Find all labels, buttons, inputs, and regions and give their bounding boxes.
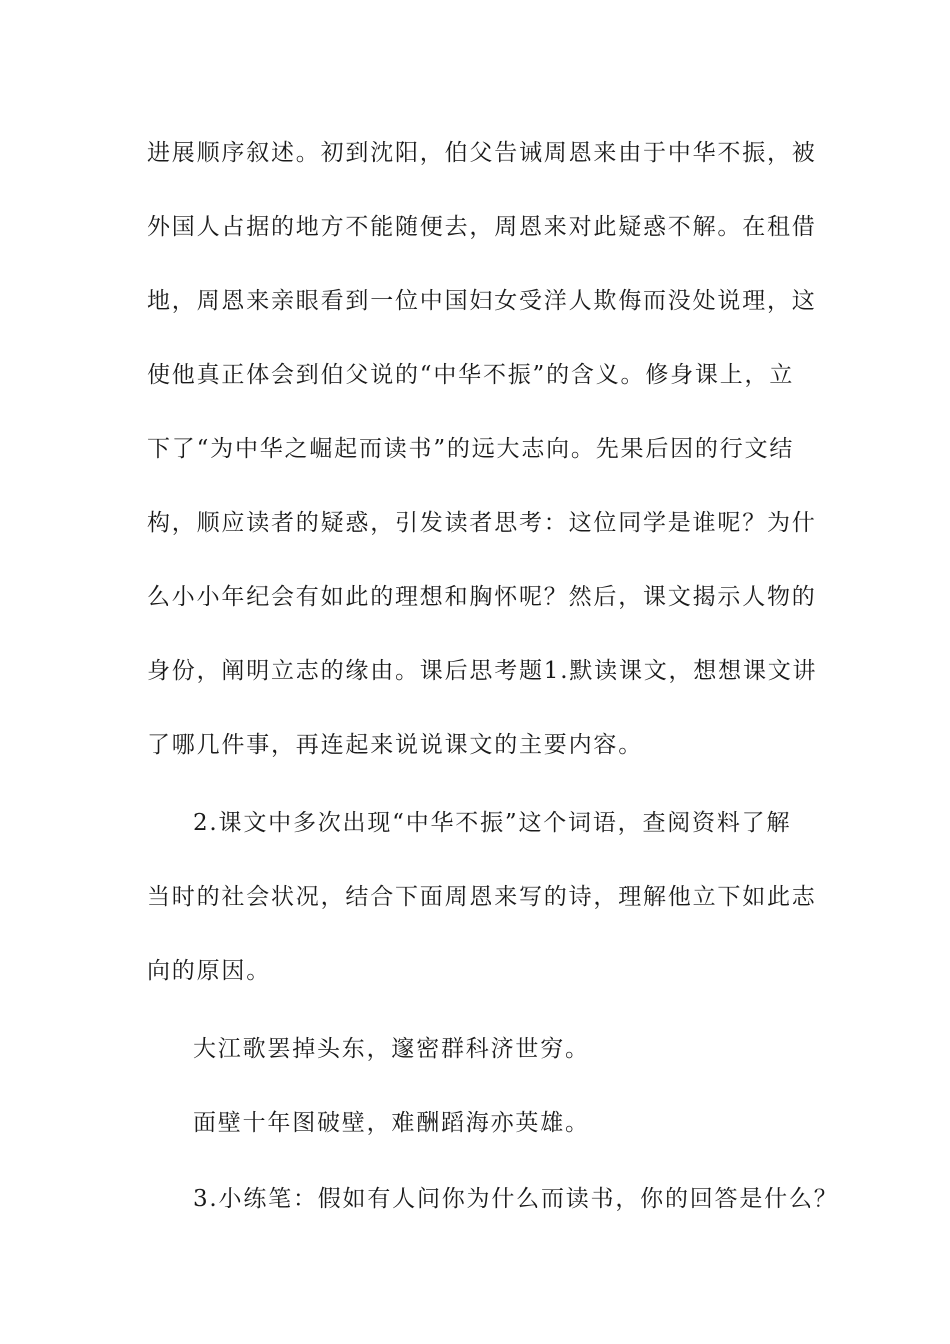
paragraph-line-5: 下了“为中华之崛起而读书”的远大志向。先果后因的行文结 — [147, 436, 795, 462]
paragraph-line-2: 外国人占据的地方不能随便去，周恩来对此疑惑不解。在租借 — [147, 214, 817, 240]
paragraph-line-3: 地，周恩来亲眼看到一位中国妇女受洋人欺侮而没处说理，这 — [147, 288, 817, 314]
question-2-line-1: 2.课文中多次出现“中华不振”这个词语，查阅资料了解 — [193, 810, 792, 836]
paragraph-line-9: 了哪几件事，再连起来说说课文的主要内容。 — [147, 732, 643, 758]
paragraph-line-7: 么小小年纪会有如此的理想和胸怀呢？然后，课文揭示人物的 — [147, 584, 817, 610]
question-3-line: 3.小练笔：假如有人问你为什么而读书，你的回答是什么？ — [193, 1186, 839, 1212]
poem-line-1: 大江歌罢掉头东，邃密群科济世穷。 — [193, 1036, 590, 1062]
question-2-line-3: 向的原因。 — [147, 958, 271, 984]
paragraph-line-6: 构，顺应读者的疑惑，引发读者思考：这位同学是谁呢？为什 — [147, 510, 817, 536]
paragraph-line-1: 进展顺序叙述。初到沈阳，伯父告诫周恩来由于中华不振，被 — [147, 140, 817, 166]
question-2-line-2: 当时的社会状况，结合下面周恩来写的诗，理解他立下如此志 — [147, 884, 817, 910]
paragraph-line-4: 使他真正体会到伯父说的“中华不振”的含义。修身课上，立 — [147, 362, 795, 388]
paragraph-line-8: 身份，阐明立志的缘由。课后思考题1.默读课文，想想课文讲 — [147, 658, 818, 684]
poem-line-2: 面壁十年图破壁，难酬蹈海亦英雄。 — [193, 1110, 590, 1136]
